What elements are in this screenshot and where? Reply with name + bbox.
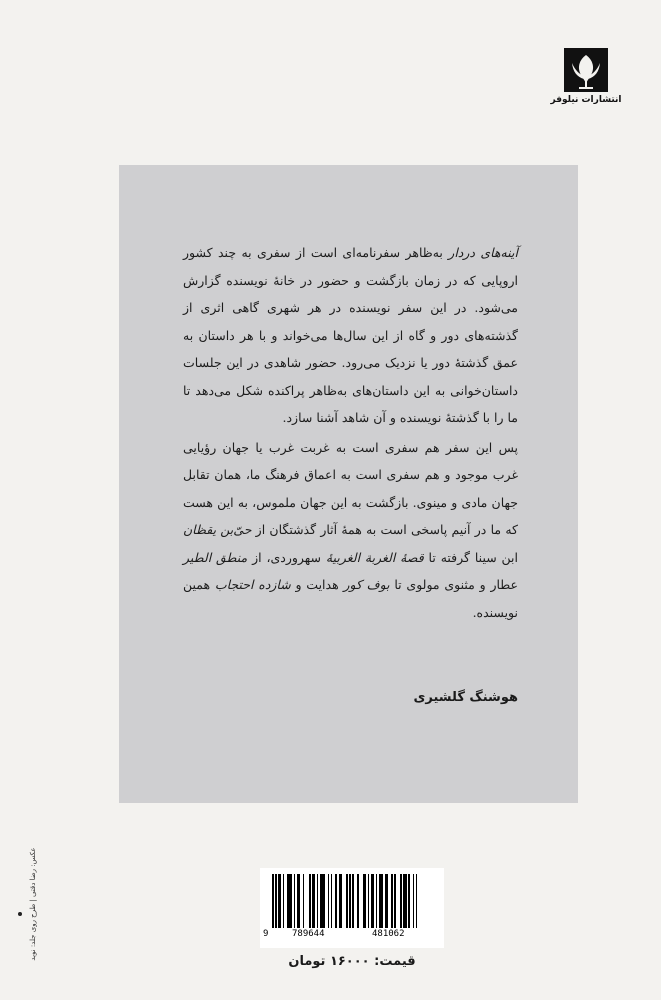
barcode-numbers: [260, 929, 444, 943]
cover-credits: عکس: رضا دقتی | طرح روی جلد: نوید: [29, 847, 37, 961]
niloofar-emblem-icon: [564, 48, 608, 92]
barcode-digits-right: 481062: [372, 929, 405, 939]
publisher-logo: [552, 48, 620, 118]
blurb-paragraph-1: آینه‌های دردار به‌ظاهر سفرنامه‌ای است از سفری به چند کشور اروپایی که در زمان بازگشت و حضور در خانه‌ٔ نویسنده گزارش می‌شود. در این سفر نویسنده در هر شهری گاهی اثری از گذشته‌های دور و گاه از این سال‌ها می‌خواند و با هر داستان به عمق گذشته‌ٔ دور یا نزدیک می‌رود. حضور شاهدی در این جلسات داستان‌خوانی به این داستان‌های به‌ظاهر پراکنده شکل می‌دهد تا ما را با گذشته‌ٔ نویسنده و آن شاهد آشنا سازد.: [183, 245, 518, 425]
barcode-digits-left: 789644: [292, 929, 325, 939]
barcode-stripe: [417, 874, 419, 928]
price-label: قیمت: ۱۶۰۰۰ تومان: [288, 954, 416, 969]
author-name: هوشنگ گلشیری: [413, 690, 518, 705]
publisher-name: انتشارات نیلوفر: [550, 95, 622, 105]
barcode-digit-prefix: 9: [263, 929, 269, 939]
barcode: [260, 868, 444, 948]
book-title: آینه‌های دردار: [448, 245, 518, 260]
barcode-bars: [272, 874, 432, 928]
decorative-dot: [18, 912, 22, 916]
blurb-text: [183, 239, 518, 626]
blurb-paragraph-2: پس این سفر هم سفری است به غربت غرب یا جهان رؤیایی غرب موجود و هم سفری است به اعماق فرهنگ ما، همان تقابل جهان مادی و مینوی. بازگشت به این جهان ملموس، به این هست که ما در آنیم پاسخی است به همهٔ آثار گذشتگان از حیّ‌بن یقظان ابن سینا گرفته تا قصهٔ الغربة الغربیهٔ سهروردی، از منطق الطیر عطار و مثنوی مولوی تا بوف کور هدایت و شازده احتجاب همین نویسنده.: [183, 439, 519, 620]
